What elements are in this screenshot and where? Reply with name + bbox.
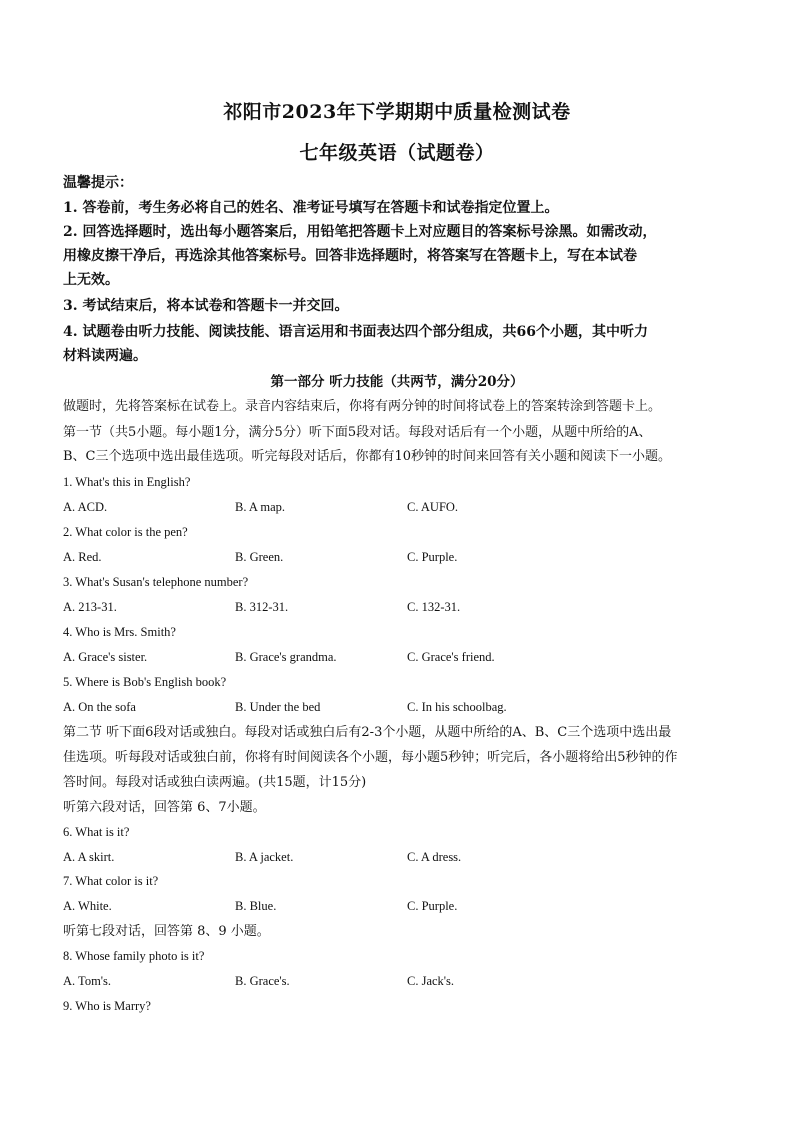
question-text: 1. What's this in English? <box>63 475 191 489</box>
option-a: A. On the sofa <box>63 700 136 714</box>
option-c: C. AUFO. <box>407 500 459 514</box>
option-a: A. 213-31. <box>63 600 117 614</box>
option-c: C. Purple. <box>407 899 458 913</box>
section1-line: 第一节（共5小题。每小题1分，满分5分）听下面5段对话。每段对话后有一个小题，从题中所给的A、 <box>63 425 652 440</box>
tips-heading: 温馨提示： <box>63 175 133 191</box>
question-text: 7. What color is it? <box>63 874 159 888</box>
tip-line: 2. 回答选择题时，选出每小题答案后，用铅笔把答题卡上对应题目的答案标号涂黑。如需改动， <box>63 224 657 240</box>
question-text: 9. Who is Marry? <box>63 999 151 1013</box>
part1-heading: 第一部分 听力技能（共两节，满分20分） <box>270 374 524 390</box>
option-b: B. Blue. <box>235 899 277 913</box>
option-b: B. 312-31. <box>235 600 289 614</box>
question-text: 6. What is it? <box>63 825 130 839</box>
section2-line: 佳选项。听每段对话或独白前，你将有时间阅读各个小题，每小题5秒钟；听完后，各小题将给出5秒钟的作 <box>63 750 678 765</box>
option-b: B. A jacket. <box>235 850 294 864</box>
tip-line: 3. 考试结束后，将本试卷和答题卡一并交回。 <box>63 298 349 314</box>
exam-title: 祁阳市2023年下学期期中质量检测试卷 <box>223 101 571 123</box>
question-text: 2. What color is the pen? <box>63 525 188 539</box>
option-c: C. 132-31. <box>407 600 461 614</box>
exam-subtitle: 七年级英语（试题卷） <box>299 142 495 164</box>
option-a: A. White. <box>63 899 112 913</box>
option-c: C. Purple. <box>407 550 458 564</box>
tip-line: 用橡皮擦干净后，再选涂其他答案标号。回答非选择题时，将答案写在答题卡上，写在本试卷 <box>63 248 637 264</box>
option-b: B. Grace's grandma. <box>235 650 337 664</box>
option-c: C. In his schoolbag. <box>407 700 507 714</box>
part1-intro: 做题时，先将答案标在试卷上。录音内容结束后，你将有两分钟的时间将试卷上的答案转涂到答题卡上。 <box>63 399 662 414</box>
option-a: A. Grace's sister. <box>63 650 148 664</box>
option-c: C. Jack's. <box>407 974 455 988</box>
option-b: B. Under the bed <box>235 700 321 714</box>
tip-line: 上无效。 <box>63 272 119 288</box>
option-c: C. Grace's friend. <box>407 650 495 664</box>
question-text: 5. Where is Bob's English book? <box>63 675 227 689</box>
tip-line: 1. 答卷前，考生务必将自己的姓名、准考证号填写在答题卡和试卷指定位置上。 <box>63 200 559 216</box>
option-b: B. A map. <box>235 500 286 514</box>
option-a: A. A skirt. <box>63 850 115 864</box>
option-a: A. ACD. <box>63 500 108 514</box>
tip-line: 4. 试题卷由听力技能、阅读技能、语言运用和书面表达四个部分组成，共66个小题，其中听力 <box>63 324 648 340</box>
question-text: 4. Who is Mrs. Smith? <box>63 625 176 639</box>
dialog-instruction: 听第六段对话，回答第 6、7小题。 <box>63 800 266 815</box>
option-c: C. A dress. <box>407 850 462 864</box>
dialog-instruction: 听第七段对话，回答第 8、9 小题。 <box>63 924 270 939</box>
question-text: 3. What's Susan's telephone number? <box>63 575 249 589</box>
section2-line: 第二节 听下面6段对话或独白。每段对话或独白后有2-3个小题，从题中所给的A、B、C三个选项中选出最 <box>63 725 672 740</box>
option-b: B. Green. <box>235 550 284 564</box>
question-text: 8. Whose family photo is it? <box>63 949 205 963</box>
tip-line: 材料读两遍。 <box>63 348 147 364</box>
section2-line: 答时间。每段对话或独白读两遍。(共15题，计15分) <box>63 775 367 790</box>
option-a: A. Tom's. <box>63 974 112 988</box>
option-a: A. Red. <box>63 550 102 564</box>
option-b: B. Grace's. <box>235 974 290 988</box>
section1-line: B、C三个选项中选出最佳选项。听完每段对话后，你都有10秒钟的时间来回答有关小题和阅读下一小题。 <box>63 449 672 464</box>
